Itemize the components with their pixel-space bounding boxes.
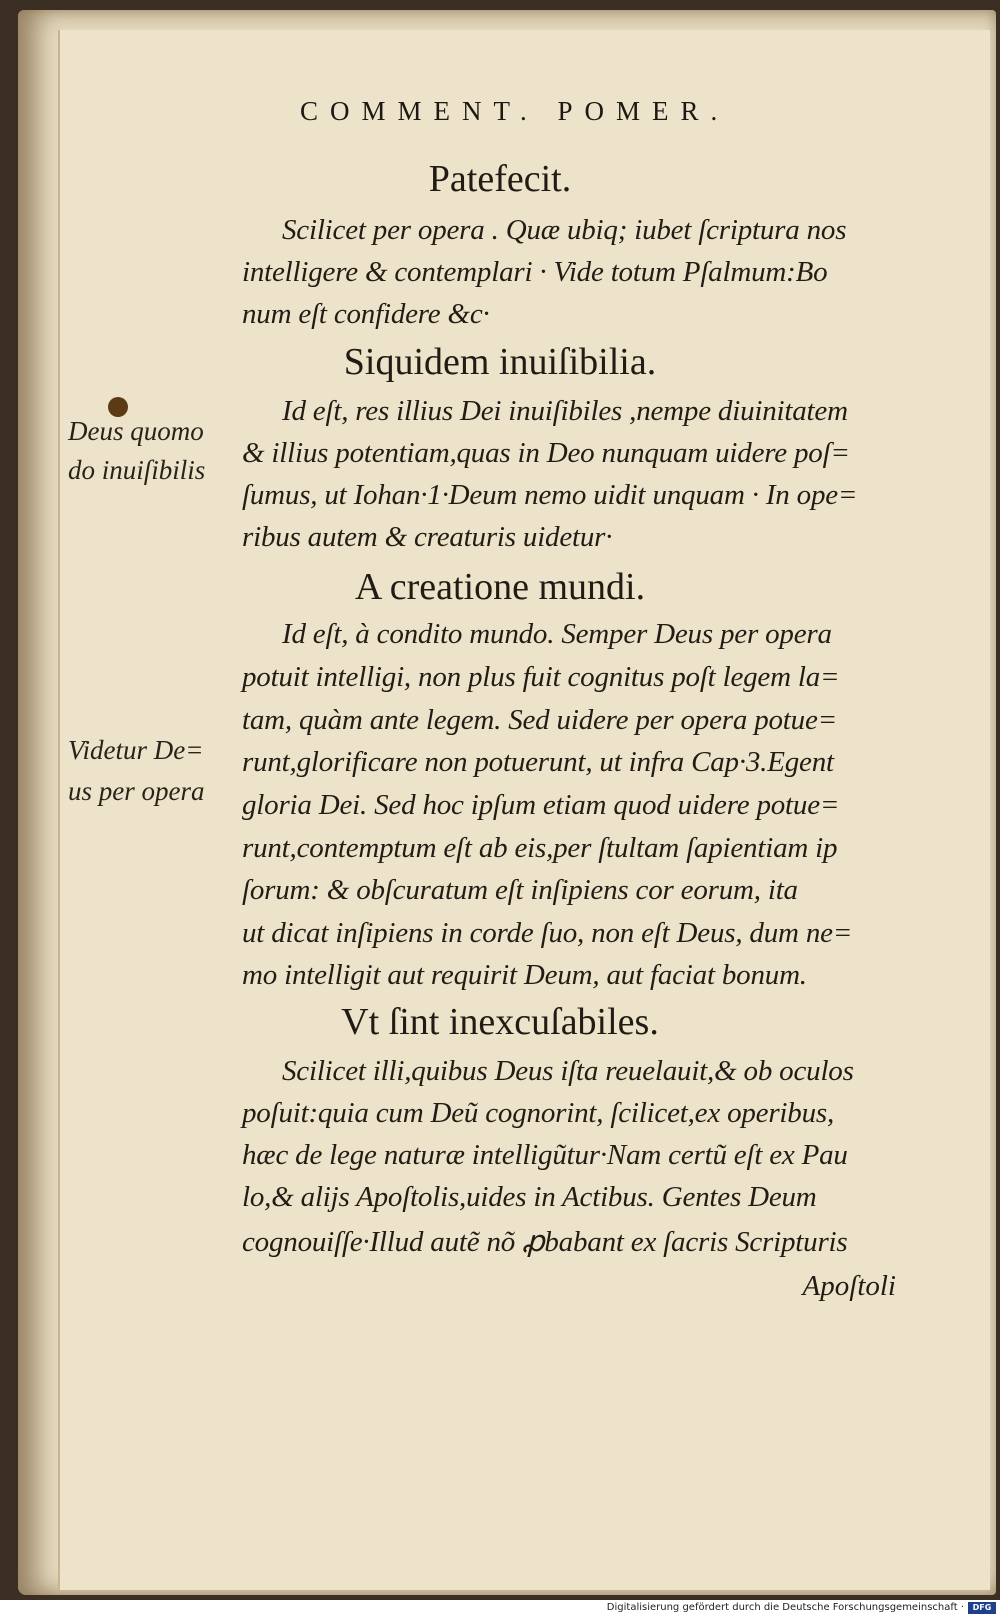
catchword: Apoſtoli (802, 1270, 896, 1302)
text-line: & illius potentiam,quas in Deo nunquam uidere poſ= (242, 437, 850, 469)
footer-credit: Digitalisierung gefördert durch die Deutsche Forschungsgemeinschaft · (606, 1602, 964, 1613)
text-line: num eſt confidere &c· (242, 298, 490, 330)
text-line: tam, quàm ante legem. Sed uidere per opera potue= (242, 704, 838, 736)
running-head: COMMENT. POMER. (300, 96, 730, 126)
text-line: lo,& alijs Apoſtolis,uides in Actibus. Gentes Deum (242, 1181, 817, 1213)
margin-note-line: do inuiſibilis (68, 455, 206, 485)
text-line: ſumus, ut Iohan·1·Deum nemo uidit unquam · In ope= (242, 479, 858, 511)
text-line: gloria Dei. Sed hoc ipſum etiam quod uidere potue= (242, 789, 840, 821)
text-line: Scilicet per opera . Quæ ubiq; iubet ſcriptura nos (282, 214, 847, 246)
text-line: Id eſt, res illius Dei inuiſibiles ,nempe diuinitatem (282, 395, 848, 427)
text-line: Id eſt, à condito mundo. Semper Deus per opera (282, 618, 832, 650)
text-line: runt,contemptum eſt ab eis,per ſtultam ſapientiam ip (242, 832, 838, 864)
margin-note-line: us per opera (68, 776, 205, 806)
lemma-heading: A creatione mundi. (354, 566, 646, 608)
text-line: intelligere & contemplari · Vide totum Pſalmum:Bo (242, 256, 828, 288)
text-line: potuit intelligi, non plus fuit cognitus poſt legem la= (242, 661, 840, 693)
text-line: ribus autem & creaturis uidetur· (242, 521, 613, 553)
text-line: ut dicat inſipiens in corde ſuo, non eſt Deus, dum ne= (242, 917, 853, 949)
text-line: poſuit:quia cum Deũ cognorint, ſcilicet,ex operibus, (242, 1097, 835, 1129)
text-line: Scilicet illi,quibus Deus iſta reuelauit,& ob oculos (282, 1055, 854, 1087)
text-line: hæc de lege naturæ intelligũtur·Nam certũ eſt ex Pau (242, 1139, 848, 1171)
digitization-footer (0, 1600, 1000, 1617)
lemma-heading: Vt ſint inexcuſabiles. (341, 1001, 659, 1043)
dfg-logo: DFG (968, 1602, 996, 1614)
margin-note-line: Deus quomo (68, 416, 204, 446)
ink-dot-mark (108, 397, 128, 417)
lemma-heading: Patefecit. (428, 158, 572, 200)
text-line: cognouiſſe·Illud autẽ nõ ꝓbabant ex ſacris Scripturis (242, 1226, 848, 1258)
text-line: mo intelligit aut requirit Deum, aut faciat bonum. (242, 959, 807, 991)
text-line: runt,glorificare non potuerunt, ut infra Cap·3.Egent (242, 746, 834, 778)
text-line: ſorum: & obſcuratum eſt inſipiens cor eorum, ita (242, 874, 798, 906)
margin-note-line: Videtur De= (68, 735, 204, 765)
lemma-heading: Siquidem inuiſibilia. (343, 341, 657, 383)
